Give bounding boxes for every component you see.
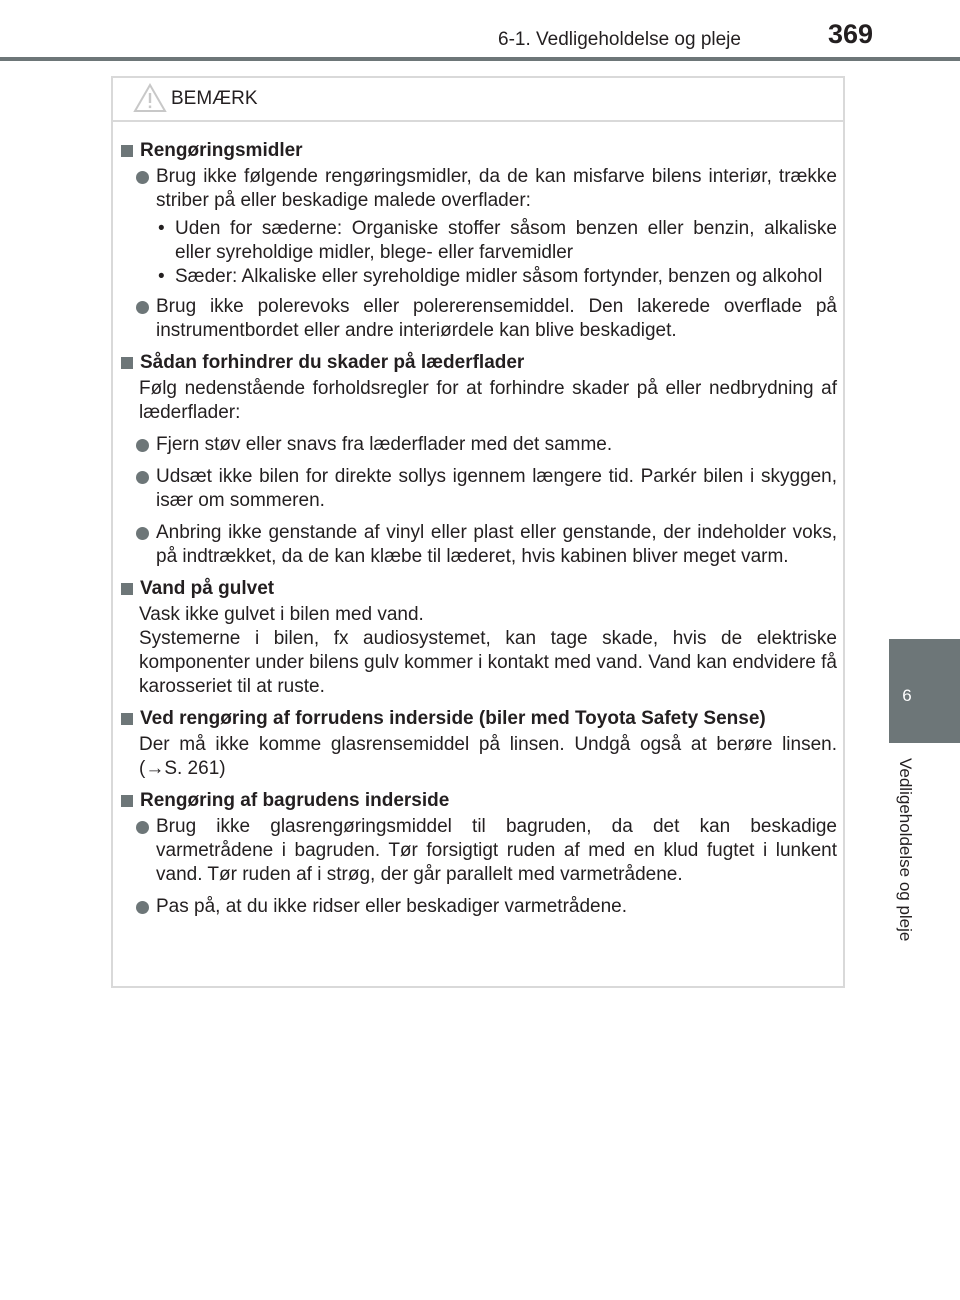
chapter-side-label: Vedligeholdelse og pleje <box>896 758 915 942</box>
section-title-text: Vand på gulvet <box>140 578 275 599</box>
sub-bullet-icon: • <box>158 266 165 287</box>
section-title-windshield <box>120 707 837 731</box>
section-square-icon <box>121 357 133 369</box>
section-paragraph: Følg nedenstående forholdsregler for at forhindre skader på eller nedbrydning af læderflader: <box>139 378 837 423</box>
section-paragraph: Systemerne i bilen, fx audiosystemet, kan tage skade, hvis de elektriske komponenter under bilens gulv kommer i kontakt med vand. Vand kan endvidere få karosseriet til at ruste. <box>139 628 837 697</box>
bullet-item <box>120 165 837 213</box>
paragraph-text: Der må ikke komme glasrensemiddel på linsen. Undgå også at berøre linsen. ( <box>139 734 837 779</box>
bullet-text: Brug ikke polerevoks eller polererensemiddel. Den lakerede overflade på instrumentbordet eller andre interiørdele kan blive beskadiget. <box>156 296 837 341</box>
section-square-icon <box>121 583 133 595</box>
section-paragraph <box>120 733 837 781</box>
sub-bullet-text: Sæder: Alkaliske eller syreholdige midler såsom fortynder, benzen og alkohol <box>175 266 823 287</box>
sub-bullet-item <box>120 217 837 265</box>
page-number: 369 <box>828 19 874 49</box>
section-title-text: Sådan forhindrer du skader på læderflader <box>140 352 525 373</box>
section-square-icon <box>121 145 133 157</box>
bullet-dot-icon <box>136 527 149 540</box>
section-title-leather <box>120 351 837 375</box>
page-reference-arrow-icon: → <box>145 758 165 779</box>
sub-bullet-text: Uden for sæderne: Organiske stoffer såsom benzen eller benzin, alkaliske eller syreholdige midler, blege- eller farvemidler <box>175 218 837 263</box>
notice-content <box>113 122 843 919</box>
notice-label: BEMÆRK <box>171 88 258 109</box>
warning-triangle-icon <box>133 83 167 113</box>
bullet-dot-icon <box>136 901 149 914</box>
notice-header <box>113 78 843 122</box>
bullet-text: Brug ikke glasrengøringsmiddel til bagruden, da det kan beskadige varmetrådene i bagruden. Tør forsigtigt ruden af med en klud fugtet i lunkent vand. Tør ruden af i strøg, der går parallelt med varmetrådene. <box>156 816 837 885</box>
bullet-item <box>120 295 837 343</box>
chapter-number: 6 <box>902 686 912 705</box>
bullet-item <box>120 815 837 887</box>
bullet-item <box>120 433 837 457</box>
section-square-icon <box>121 795 133 807</box>
sub-bullet-icon: • <box>158 218 165 239</box>
bullet-dot-icon <box>136 471 149 484</box>
section-paragraph: Vask ikke gulvet i bilen med vand. <box>139 604 424 625</box>
section-title-floor-water <box>120 577 837 601</box>
bullet-text: Udsæt ikke bilen for direkte sollys igennem længere tid. Parkér bilen i skyggen, især om sommeren. <box>156 466 837 511</box>
bullet-dot-icon <box>136 439 149 452</box>
bullet-item <box>120 465 837 513</box>
running-header-title: 6-1. Vedligeholdelse og pleje <box>498 29 741 50</box>
section-title-text: Rengøringsmidler <box>140 140 303 161</box>
bullet-text: Brug ikke følgende rengøringsmidler, da de kan misfarve bilens interiør, trække striber på eller beskadige malede overflader: <box>156 166 837 211</box>
bullet-item <box>120 521 837 569</box>
bullet-item <box>120 895 837 919</box>
page-reference-link[interactable]: S. 261) <box>164 758 226 779</box>
sub-bullet-item <box>120 265 837 289</box>
notice-box <box>111 76 845 988</box>
section-title-text: Ved rengøring af forrudens inderside (biler med Toyota Safety Sense) <box>140 708 766 729</box>
bullet-dot-icon <box>136 821 149 834</box>
bullet-text: Pas på, at du ikke ridser eller beskadiger varmetrådene. <box>156 896 628 917</box>
header-rule <box>0 57 960 61</box>
section-title-cleaning-agents <box>120 139 837 163</box>
bullet-text: Anbring ikke genstande af vinyl eller plast eller genstande, der indeholder voks, på indtrækket, da de kan klæbe til læderet, hvis kabinen bliver meget varm. <box>156 522 837 567</box>
section-title-rear-window <box>120 789 837 813</box>
section-square-icon <box>121 713 133 725</box>
bullet-text: Fjern støv eller snavs fra læderflader med det samme. <box>156 434 613 455</box>
bullet-dot-icon <box>136 171 149 184</box>
section-title-text: Rengøring af bagrudens inderside <box>140 790 450 811</box>
bullet-dot-icon <box>136 301 149 314</box>
